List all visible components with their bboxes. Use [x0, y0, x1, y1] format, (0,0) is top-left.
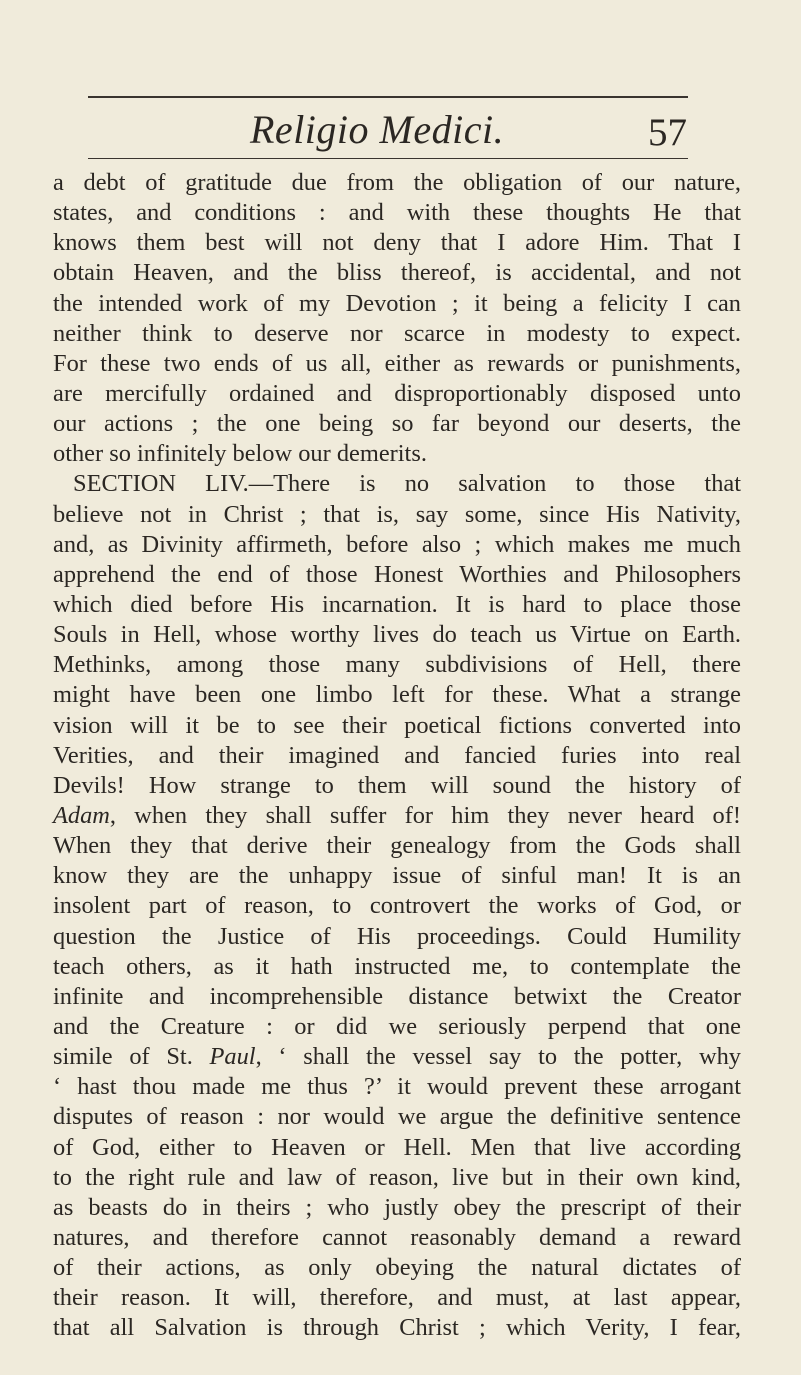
- page-number: 57: [648, 111, 687, 154]
- text-line: neither think to deserve nor scarce in modesty to expect.: [53, 319, 741, 347]
- text-line: infinite and incomprehensible distance betwixt the Creator: [53, 982, 741, 1010]
- text-line: other so infinitely below our demerits.: [53, 440, 427, 468]
- header-top-rule: [88, 96, 688, 98]
- text-line: of God, either to Heaven or Hell. Men that live according: [53, 1133, 741, 1161]
- text-line-with-italic: [53, 1042, 741, 1072]
- text-segment: , when they shall suffer for him they never heard of!: [109, 801, 741, 829]
- text-line: states, and conditions : and with these thoughts He that: [53, 199, 741, 227]
- text-line: question the Justice of His proceedings. Could Humility: [53, 922, 741, 950]
- text-line: know they are the unhappy issue of sinful man! It is an: [53, 862, 741, 890]
- text-line: disputes of reason : nor would we argue the definitive sentence: [53, 1103, 741, 1131]
- text-line: the intended work of my Devotion ; it being a felicity I can: [53, 289, 741, 317]
- text-line: and, as Divinity affirmeth, before also ; which makes me much: [53, 530, 741, 558]
- text-line: knows them best will not deny that I adore Him. That I: [53, 229, 741, 257]
- header-bottom-rule: [88, 158, 688, 159]
- italic-name-adam: Adam: [53, 801, 110, 829]
- text-segment: , ‘ shall the vessel say to the potter, why: [255, 1043, 741, 1071]
- text-line: which died before His incarnation. It is hard to place those: [53, 590, 741, 618]
- text-line: that all Salvation is through Christ ; which Verity, I fear,: [53, 1314, 741, 1342]
- text-line: natures, and therefore cannot reasonably demand a reward: [53, 1223, 741, 1251]
- running-title: Religio Medici.: [250, 107, 505, 152]
- section-heading-line: SECTION LIV.—There is no salvation to those that: [73, 470, 741, 498]
- text-line: to the right rule and law of reason, live but in their own kind,: [53, 1163, 741, 1191]
- text-line: vision will it be to see their poetical fictions converted into: [53, 711, 741, 739]
- text-line: our actions ; the one being so far beyond our deserts, the: [53, 410, 741, 438]
- text-line: insolent part of reason, to controvert the works of God, or: [53, 892, 741, 920]
- text-line: apprehend the end of those Honest Worthies and Philosophers: [53, 560, 741, 588]
- text-line: Devils! How strange to them will sound the history of: [53, 771, 741, 799]
- text-line: obtain Heaven, and the bliss thereof, is accidental, and not: [53, 259, 741, 287]
- text-line: might have been one limbo left for these. What a strange: [53, 681, 741, 709]
- text-line: Verities, and their imagined and fancied furies into real: [53, 741, 741, 769]
- text-line: and the Creature : or did we seriously perpend that one: [53, 1012, 741, 1040]
- text-line-with-italic: [53, 801, 741, 831]
- text-line: their reason. It will, therefore, and must, at last appear,: [53, 1284, 741, 1312]
- italic-name-paul: Paul: [209, 1043, 256, 1071]
- body-text: [53, 168, 741, 1343]
- text-line: believe not in Christ ; that is, say some, since His Nativity,: [53, 500, 741, 528]
- text-line: are mercifully ordained and disproportionably disposed unto: [53, 379, 741, 407]
- text-line: as beasts do in theirs ; who justly obey the prescript of their: [53, 1193, 741, 1221]
- text-line: a debt of gratitude due from the obligation of our nature,: [53, 169, 741, 196]
- text-line: teach others, as it hath instructed me, to contemplate the: [53, 952, 741, 980]
- text-line: of their actions, as only obeying the natural dictates of: [53, 1254, 741, 1282]
- text-line: When they that derive their genealogy from the Gods shall: [53, 832, 741, 860]
- text-line: For these two ends of us all, either as rewards or punishments,: [53, 349, 741, 377]
- text-line: ‘ hast thou made me thus ?’ it would prevent these arrogant: [53, 1073, 741, 1101]
- text-line: Methinks, among those many subdivisions of Hell, there: [53, 651, 741, 679]
- text-line: Souls in Hell, whose worthy lives do teach us Virtue on Earth.: [53, 621, 741, 649]
- text-segment: simile of St.: [53, 1043, 210, 1071]
